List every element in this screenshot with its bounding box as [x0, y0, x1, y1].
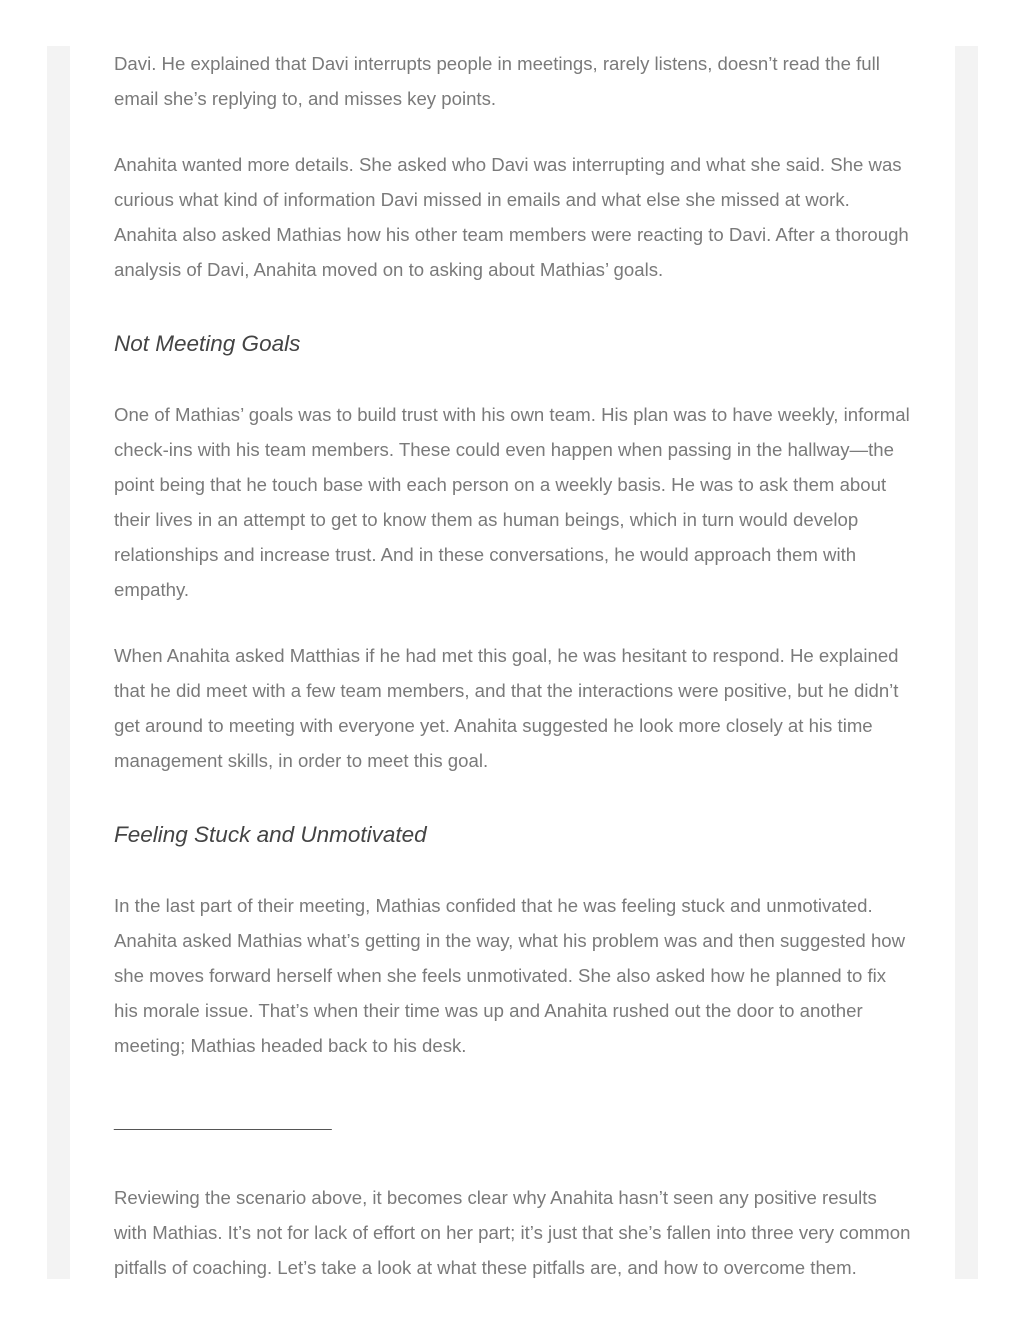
heading-not-meeting-goals: Not Meeting Goals: [114, 331, 301, 356]
paragraph-feeling-stuck: In the last part of their meeting, Mathias confided that he was feeling stuck and unmotivated. Anahita asked Mathias what’s getting in the way, what his problem was and then suggested how she moves forward herself when she feels unmotivated. She also asked how he planned to fix his morale issue. That’s when their time was up and Anahita rushed out the door to another meeting; Mathias headed back to his desk.: [114, 895, 906, 1056]
paragraph-davi-interrupts: Davi. He explained that Davi interrupts people in meetings, rarely listens, doesn’t read the full email she’s replying to, and misses key points.: [114, 53, 880, 109]
right-page-margin: [955, 46, 978, 1279]
paragraph-goal-followup: When Anahita asked Matthias if he had met this goal, he was hesitant to respond. He explained that he did meet with a few team members, and that the interactions were positive, but he didn’t get around to meeting with everyone yet. Anahita suggested he look more closely at his time management skills, in order to meet this goal.: [114, 645, 899, 771]
section-separator: _________________________: [114, 1114, 332, 1131]
paragraph-review-scenario: Reviewing the scenario above, it becomes clear why Anahita hasn’t seen any positive results with Mathias. It’s not for lack of effort on her part; it’s just that she’s fallen into three very common pitfalls of coaching. Let’s take a look at what these pitfalls are, and how to overcome them.: [114, 1187, 911, 1278]
article-body: [114, 46, 914, 1285]
left-page-margin: [47, 46, 70, 1279]
heading-feeling-stuck: Feeling Stuck and Unmotivated: [114, 822, 427, 847]
paragraph-mathias-goals: One of Mathias’ goals was to build trust with his own team. His plan was to have weekly, informal check-ins with his team members. These could even happen when passing in the hallway—the point being that he touch base with each person on a weekly basis. He was to ask them about their lives in an attempt to get to know them as human beings, which in turn would develop relationships and increase trust. And in these conversations, he would approach them with empathy.: [114, 404, 910, 600]
paragraph-anahita-details: Anahita wanted more details. She asked who Davi was interrupting and what she said. She was curious what kind of information Davi missed in emails and what else she missed at work. Anahita also asked Mathias how his other team members were reacting to Davi. After a thorough analysis of Davi, Anahita moved on to asking about Mathias’ goals.: [114, 154, 909, 280]
